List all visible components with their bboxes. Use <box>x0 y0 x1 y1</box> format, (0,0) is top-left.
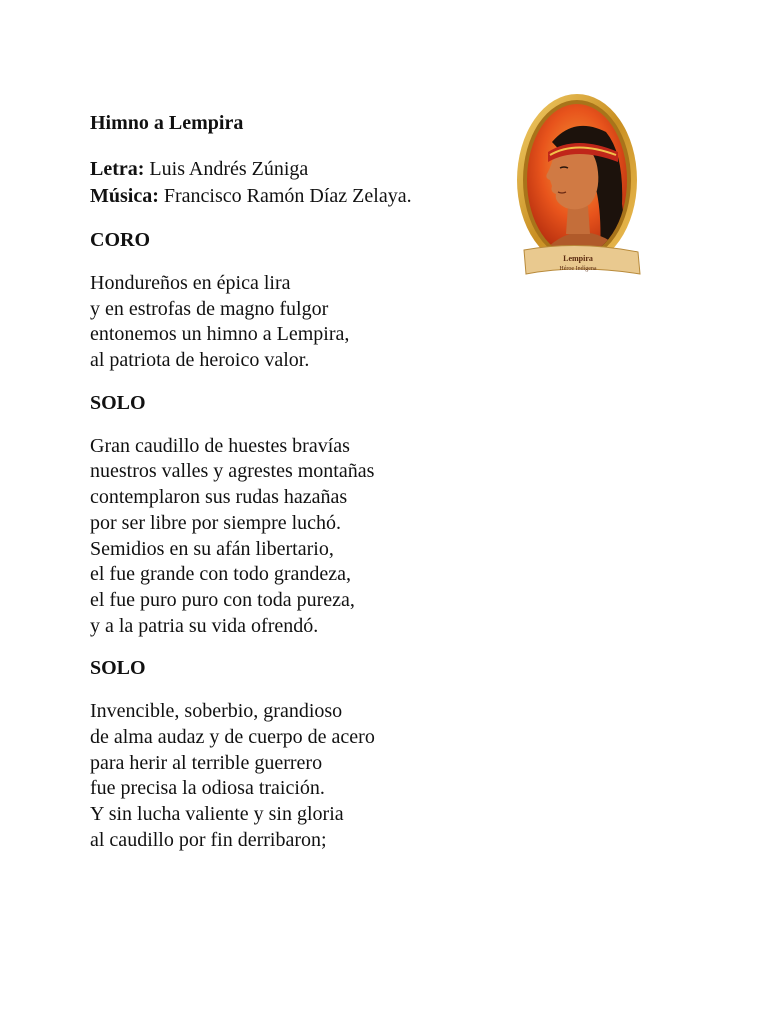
music-credit <box>90 183 490 210</box>
verse-line: por ser libre por siempre luchó. <box>90 511 342 534</box>
section-heading: SOLO <box>90 657 146 680</box>
verse-line: contemplaron sus rudas hazañas <box>90 486 348 509</box>
ribbon-name: Lempira <box>563 254 593 263</box>
verse-line: Invencible, soberbio, grandioso <box>90 700 343 723</box>
verse-line: el fue puro puro con toda pureza, <box>90 588 355 611</box>
portrait-medallion-icon <box>514 94 644 284</box>
ribbon-subtitle: Héroe Indígena <box>559 266 597 272</box>
verse-line: de alma audaz y de cuerpo de acero <box>90 725 375 748</box>
verse-line: Y sin lucha valiente y sin gloria <box>90 803 344 825</box>
lyrics-credit-label: Letra: <box>90 158 145 180</box>
music-credit-label: Música: <box>90 185 159 207</box>
verse-line: el fue grande con todo grandeza, <box>90 563 351 586</box>
verse-line: Gran caudillo de huestes bravías <box>90 434 350 457</box>
section-heading: SOLO <box>90 391 146 414</box>
verse-line: al patriota de heroico valor. <box>90 349 310 372</box>
verse-line: al caudillo por fin derribaron; <box>90 828 327 851</box>
stanza <box>90 433 490 639</box>
section-heading: CORO <box>90 229 150 251</box>
stanza <box>90 698 490 852</box>
lempira-portrait <box>514 94 644 284</box>
verse-line: nuestros valles y agrestes montañas <box>90 460 375 483</box>
credits-block <box>90 156 490 210</box>
verse-line: y en estrofas de magno fulgor <box>90 297 329 320</box>
document-title: Himno a Lempira <box>90 112 244 134</box>
verse-line: fue precisa la odiosa traición. <box>90 777 325 800</box>
verse-line: y a la patria su vida ofrendó. <box>90 614 319 637</box>
verse-line: Hondureños en épica lira <box>90 272 291 294</box>
stanza <box>90 270 490 373</box>
verse-line: Semidios en su afán libertario, <box>90 537 334 560</box>
hymn-sections <box>90 227 490 852</box>
verse-line: entonemos un himno a Lempira, <box>90 323 350 346</box>
verse-line: para herir al terrible guerrero <box>90 751 323 774</box>
lyrics-credit-value: Luis Andrés Zúniga <box>149 158 309 180</box>
hymn-text <box>90 110 490 869</box>
lyrics-credit <box>90 156 490 183</box>
music-credit-value: Francisco Ramón Díaz Zelaya. <box>163 185 412 207</box>
